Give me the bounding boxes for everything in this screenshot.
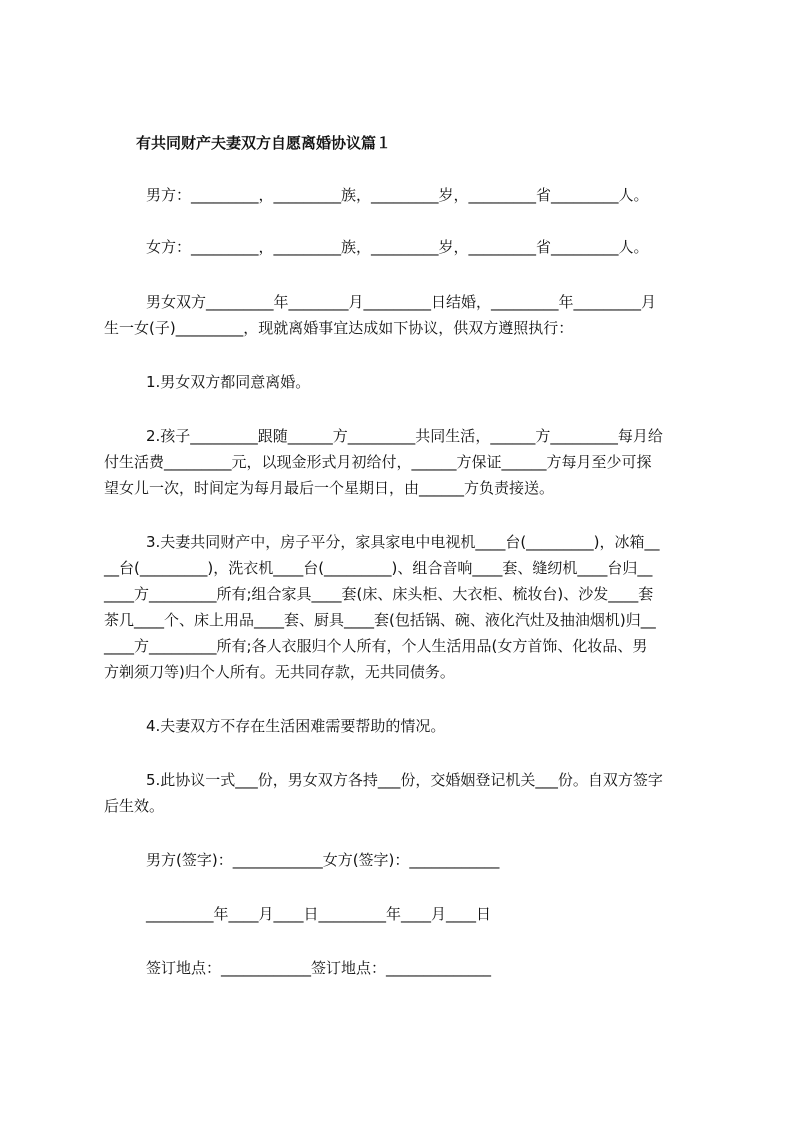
clause-3-line-1: 3.夫妻共同财产中，房子平分，家具家电中电视机____台(_________)，冰箱__ — [146, 533, 660, 551]
male-party-line: 男方：_________，_________族，_________岁，_________省_________人。 — [146, 186, 649, 204]
date-line: _________年____月____日_________年____月____日 — [146, 905, 492, 923]
intro-line-2: 生一女(子)_________，现就离婚事宜达成如下协议，供双方遵照执行： — [104, 319, 574, 337]
clause-3-line-2: __台(_________)，洗衣机____台(_________)、组合音响____套、缝纫机____台归__ — [104, 559, 653, 577]
female-party-line: 女方：_________，_________族，_________岁，_________省_________人。 — [146, 238, 649, 256]
clause-1: 1.男女双方都同意离婚。 — [146, 373, 311, 391]
clause-3-line-4: 茶几____个、床上用品____套、厨具____套(包括锅、碗、液化汽灶及抽油烟机)归__ — [104, 611, 656, 629]
signature-line: 男方(签字)：____________女方(签字)：____________ — [146, 851, 500, 869]
location-line: 签订地点：____________签订地点：______________ — [146, 959, 492, 977]
clause-2-line-2: 付生活费_________元，以现金形式月初给付，______方保证______方每月至少可探 — [104, 453, 652, 471]
intro-line-1: 男女双方_________年________月_________日结婚，_________年_________月 — [146, 293, 657, 311]
clause-5-line-2: 后生效。 — [104, 797, 165, 815]
clause-3-line-3: ____方_________所有;组合家具____套(床、床头柜、大衣柜、梳妆台)、沙发____套 — [104, 585, 654, 603]
clause-3-line-6: 方剃须刀等)归个人所有。无共同存款，无共同债务。 — [104, 663, 455, 681]
clause-4: 4.夫妻双方不存在生活困难需要帮助的情况。 — [146, 717, 446, 735]
clause-3-line-5: ____方_________所有;各人衣服归个人所有，个人生活用品(女方首饰、化妆品、男 — [104, 637, 648, 655]
clause-2-line-3: 望女儿一次，时间定为每月最后一个星期日，由______方负责接送。 — [104, 479, 555, 497]
document-title: 有共同财产夫妻双方自愿离婚协议篇１ — [136, 134, 392, 152]
clause-2-line-1: 2.孩子_________跟随______方_________共同生活，______方_________每月给 — [146, 427, 663, 445]
clause-5-line-1: 5.此协议一式___份，男女双方各持___份，交婚姻登记机关___份。自双方签字 — [146, 771, 663, 789]
